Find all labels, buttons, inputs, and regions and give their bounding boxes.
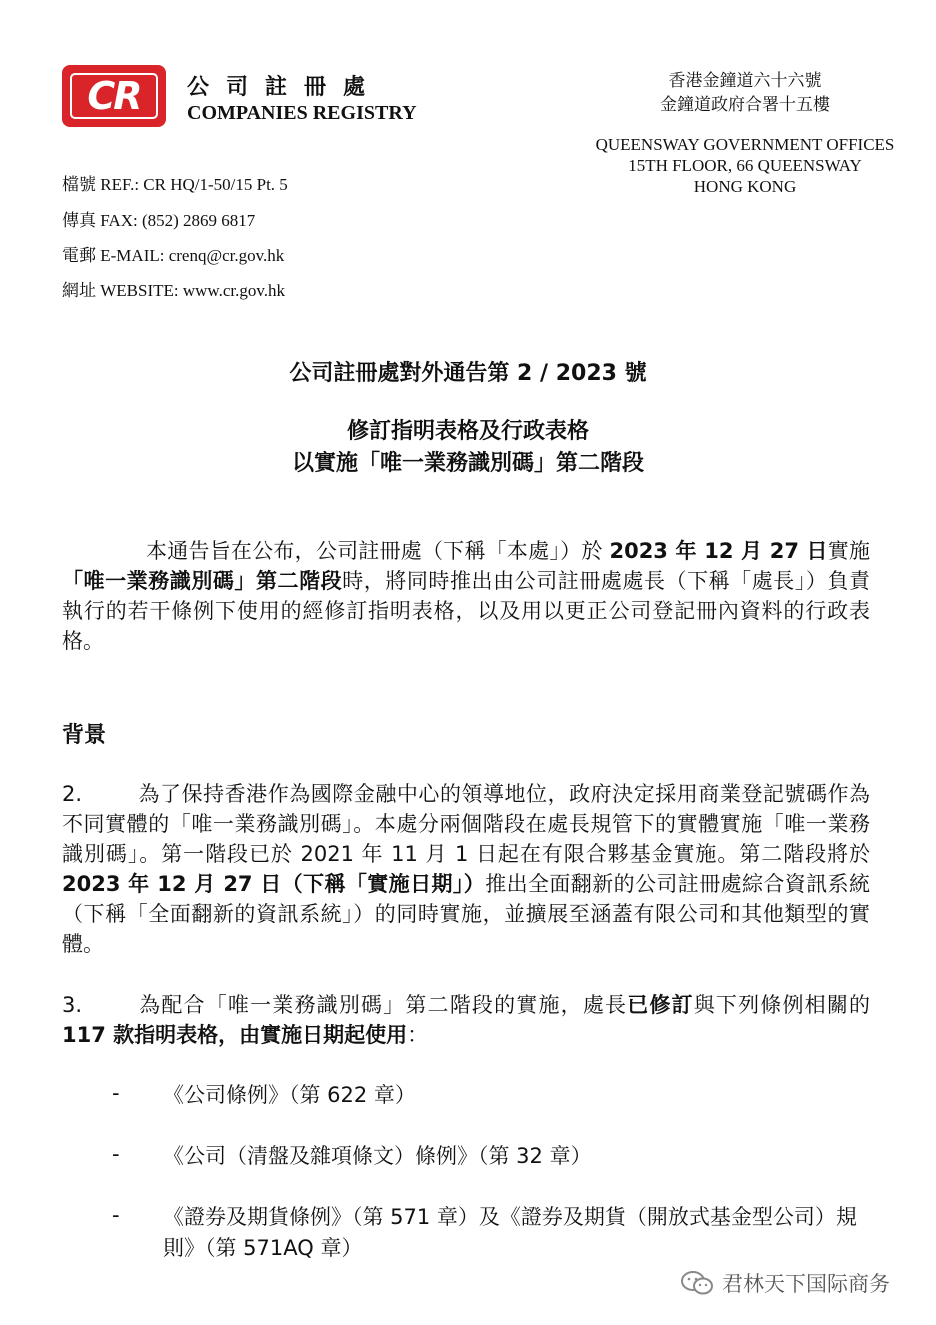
list-item: 《證券及期貨條例》（第 571 章）及《證券及期貨（開放式基金型公司）規則》（第 571AQ 章）: [163, 1205, 857, 1260]
fax-number: 傳真 FAX: (852) 2869 6817: [62, 211, 256, 230]
website-link[interactable]: 網址 WEBSITE: www.cr.gov.hk: [62, 281, 286, 300]
background-heading: 背景: [62, 723, 107, 748]
org-name-en: COMPANIES REGISTRY: [187, 102, 417, 124]
paragraph-3-text-1: 為配合「唯一業務識別碼」第二階段的實施，處長: [138, 993, 628, 1017]
email-address: 電郵 E-MAIL: crenq@cr.gov.hk: [62, 246, 285, 265]
paragraph-3-number: 3.: [62, 993, 83, 1017]
intro-text-3: 時，將同時推出由公司註冊處處長（下稱「處長」）負責執行的若干條例下使用的經修訂指明表格，以及用以更正公司登記冊內資料的行政表格。: [62, 569, 870, 653]
intro-ubi-phase: 「唯一業務識別碼」第二階段: [62, 569, 343, 593]
org-name-cn: 公司註冊處: [187, 75, 383, 100]
subtitle-line1: 修訂指明表格及行政表格: [346, 419, 589, 444]
intro-paragraph: [62, 536, 870, 656]
address-cn-line1: 香港金鐘道六十六號: [668, 71, 822, 91]
subtitle-line2: 以實施「唯一業務識別碼」第二階段: [291, 451, 644, 476]
wechat-icon: [680, 1269, 714, 1297]
paragraph-2-text-2: 推出全面翻新的公司註冊處綜合資訊系統（下稱「全面翻新的資訊系統」）的同時實施，並擴展至涵蓋有限公司和其他類型的實體。: [62, 872, 871, 956]
list-item-dash: -: [112, 1081, 120, 1105]
cr-logo: [62, 65, 166, 127]
paragraph-3-forms-count: 117 款指明表格，由實施日期起使用: [62, 1023, 408, 1047]
wechat-watermark: [680, 1268, 890, 1298]
intro-date: 2023 年 12 月 27 日: [609, 539, 828, 563]
list-item-dash: -: [112, 1203, 120, 1227]
paragraph-2: [62, 779, 870, 959]
intro-text-1: 本通告旨在公布，公司註冊處（下稱「本處」）於: [146, 539, 610, 563]
paragraph-2-date: 2023 年 12 月 27 日（下稱「實施日期」）: [62, 872, 486, 896]
paragraph-3: [62, 990, 870, 1050]
address-cn-line2: 金鐘道政府合署十五樓: [660, 95, 830, 115]
paragraph-2-text-1: 為了保持香港作為國際金融中心的領導地位，政府決定採用商業登記號碼作為不同實體的「唯一業務識別碼」。本處分兩個階段在處長規管下的實體實施「唯一業務識別碼」。第一階段已於 2021 年 11 月 1 日起在有限合夥基金實施。第二階段將於: [62, 782, 870, 866]
paragraph-3-amended: 已修訂: [627, 993, 694, 1017]
address-en-line2: 15TH FLOOR, 66 QUEENSWAY: [628, 156, 862, 175]
paragraph-3-text-3: ：: [407, 1023, 429, 1047]
address-en-line3: HONG KONG: [693, 177, 797, 196]
paragraph-2-number: 2.: [62, 782, 83, 806]
notice-title: 公司註冊處對外通告第 2 / 2023 號: [289, 361, 647, 386]
intro-text-2: 實施: [827, 539, 870, 563]
paragraph-3-text-2: 與下列條例相關的: [693, 993, 871, 1017]
cr-logo-text: CR: [70, 73, 158, 119]
watermark-text: 君林天下国际商务: [722, 1272, 890, 1296]
address-en-line1: QUEENSWAY GOVERNMENT OFFICES: [595, 135, 895, 154]
list-item-dash: -: [112, 1142, 120, 1166]
list-item: 《公司條例》（第 622 章）: [163, 1083, 416, 1107]
reference-number: 檔號 REF.: CR HQ/1-50/15 Pt. 5: [62, 175, 288, 194]
list-item: 《公司（清盤及雜項條文）條例》（第 32 章）: [163, 1144, 592, 1168]
